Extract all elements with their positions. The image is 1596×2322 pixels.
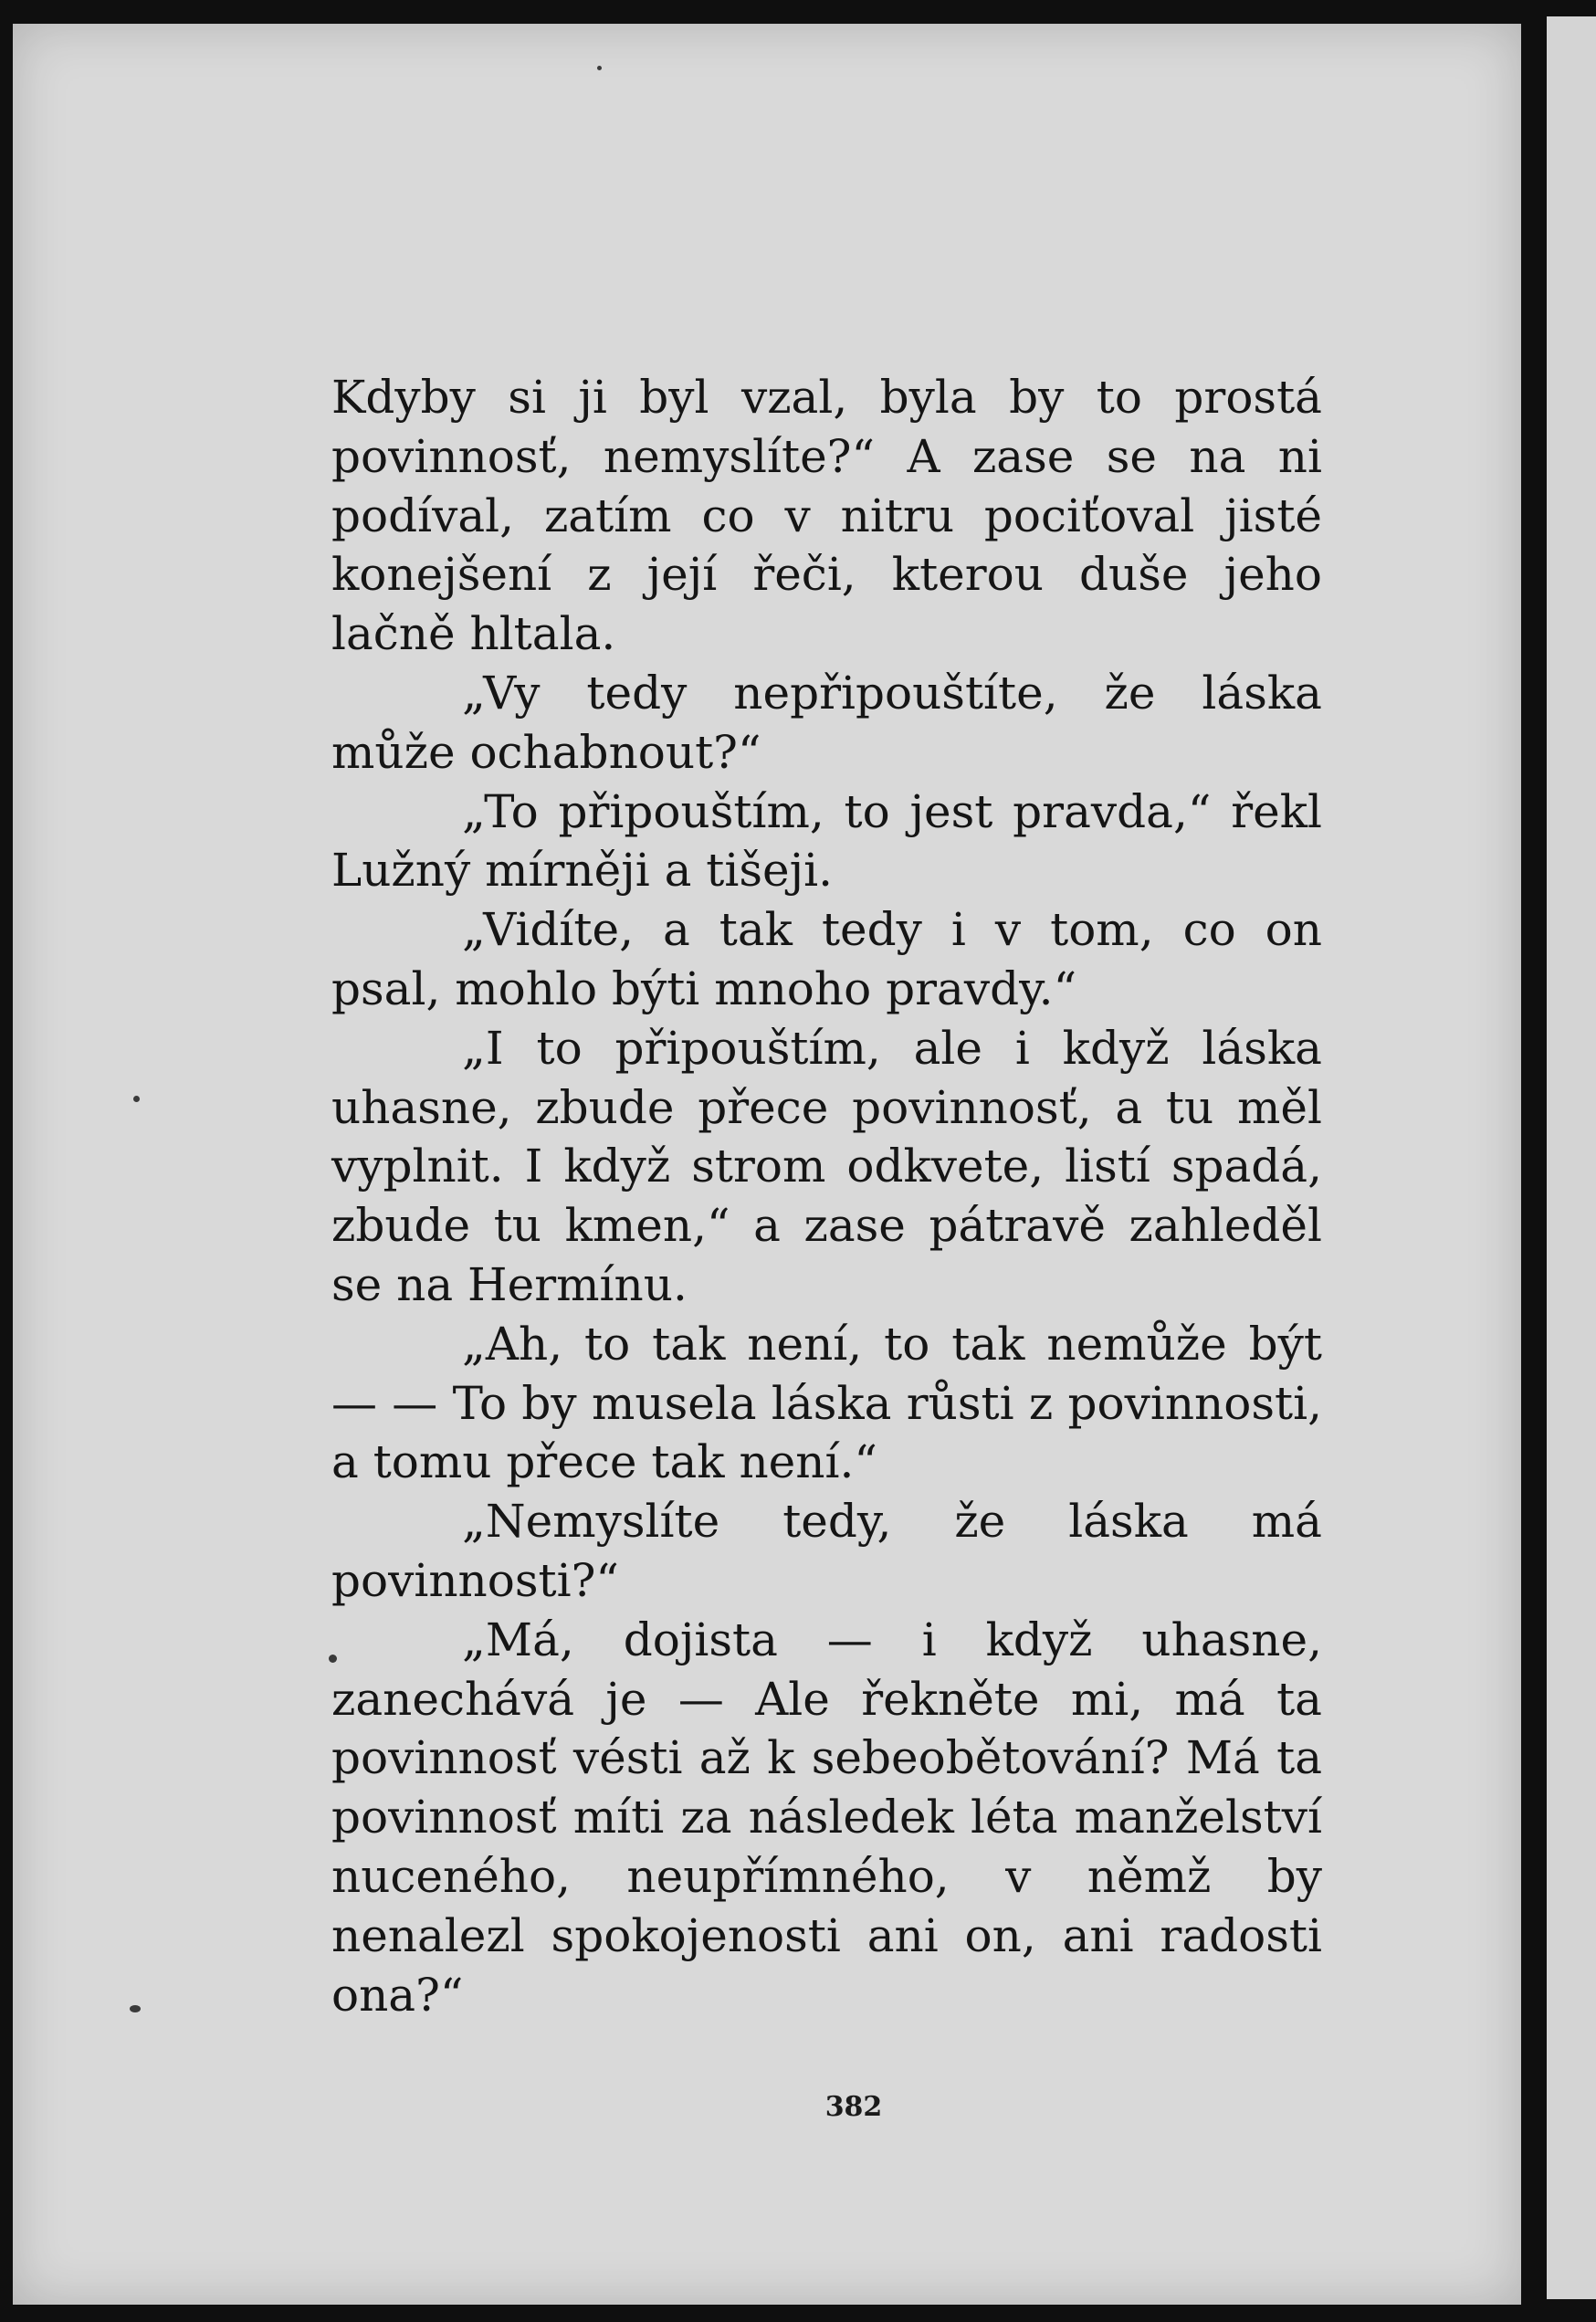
- paragraph: „Nemyslíte tedy, že láska má povinnosti?“: [331, 1495, 1322, 1607]
- paragraph: „I to připouštím, ale i když láska uhasne, zbude přece povinnosť, a tu měl vyplnit. I když strom odkvete, listí spadá, zbude tu kmen,“ a zase pátravě zahleděl se na Hermínu.: [331, 1021, 1322, 1311]
- page-number: 382: [824, 2091, 883, 2123]
- paragraph: „To připouštím, to jest pravda,“ řekl Lužný mírněji a tišeji.: [331, 784, 1322, 898]
- paragraph: „Vy tedy nepřipouštíte, že láska může ochabnout?“: [331, 666, 1322, 779]
- scan-speck: [133, 1096, 140, 1102]
- paragraph: „Ah, to tak není, to tak nemůže být — — To by musela láska růsti z povinnosti, a tomu přece tak není.“: [331, 1317, 1322, 1489]
- paragraph: Kdyby si ji byl vzal, byla by to prostá povinnosť, nemyslíte?“ A zase se na ni podíval, zatím co v nitru pociťoval jisté konejšení z její řeči, kterou duše jeho lačně hltala.: [331, 371, 1322, 661]
- scan-speck: [130, 2005, 141, 2012]
- paragraph: „Vidíte, a tak tedy i v tom, co on psal, mohlo býti mnoho pravdy.“: [331, 903, 1322, 1015]
- paragraph: „Má, dojista — i když uhasne, zanechává je — Ale řekněte mi, má ta povinnosť vésti až k sebeobětování? Má ta povinnosť míti za následek léta manželství nuceného, neupřímného, v němž by nenalezl spokojenosti ani on, ani radosti ona?“: [331, 1613, 1322, 2022]
- next-page-edge: [1547, 16, 1596, 2299]
- scan-speck: [597, 66, 602, 70]
- body-text: [331, 368, 1322, 2024]
